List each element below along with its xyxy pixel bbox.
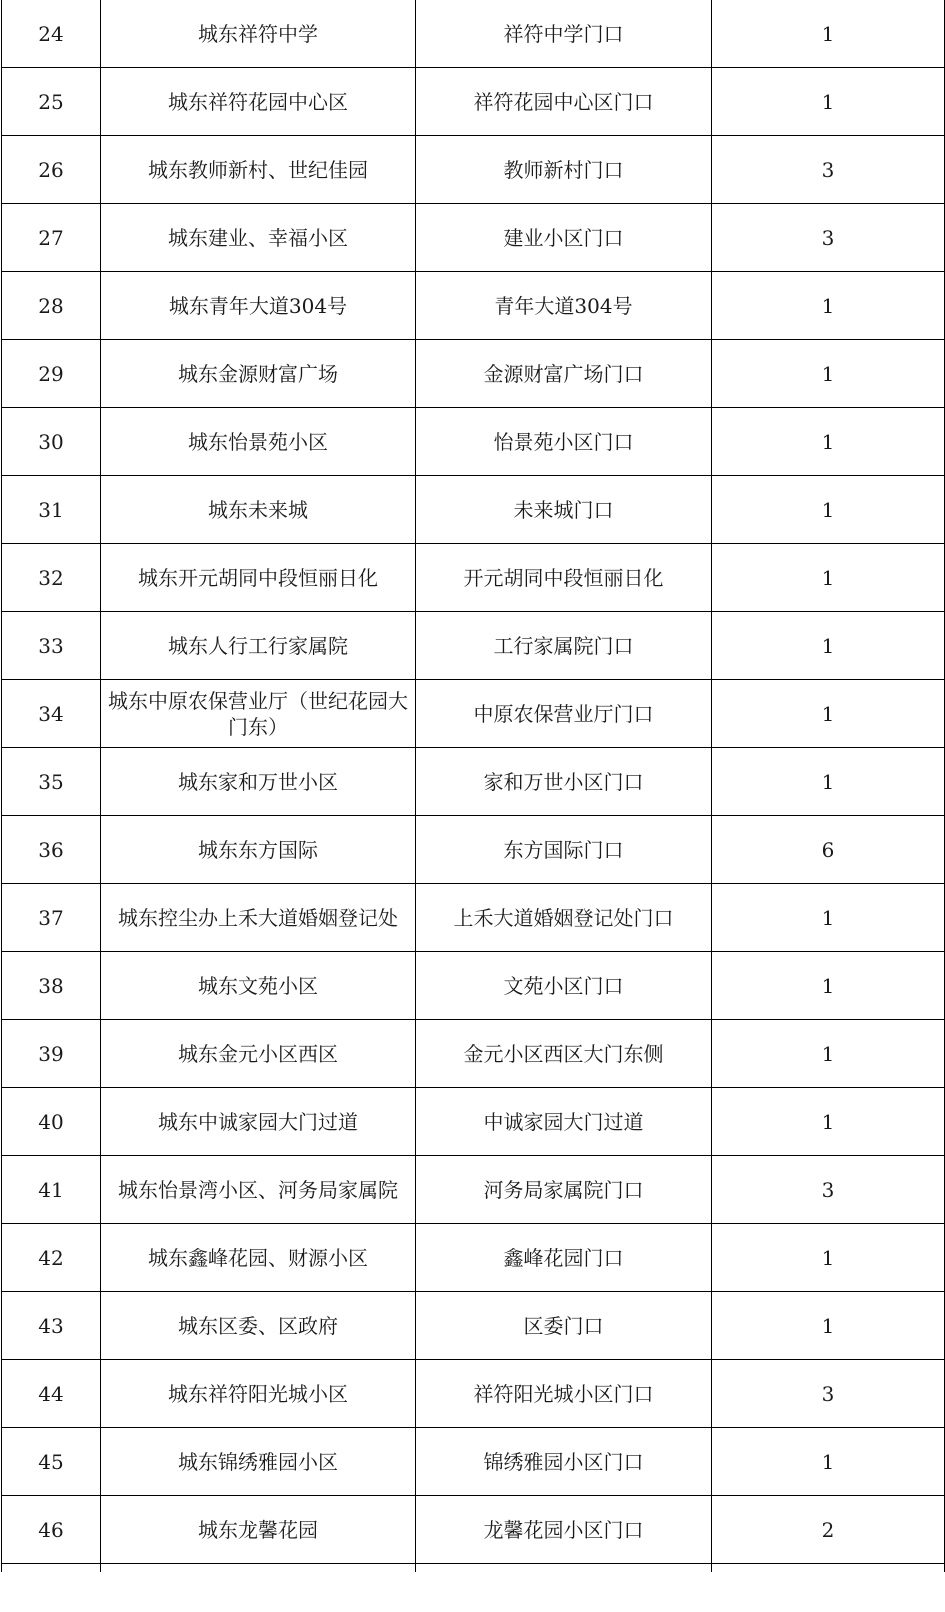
row-number-cell: 29: [2, 340, 101, 408]
quantity-cell: 1: [712, 1088, 945, 1156]
row-number-cell: 24: [2, 0, 101, 68]
quantity-cell: 1: [712, 68, 945, 136]
quantity-cell: 1: [712, 0, 945, 68]
quantity-cell: 1: [712, 884, 945, 952]
row-number-cell: 44: [2, 1360, 101, 1428]
row-number-cell: 34: [2, 680, 101, 748]
table-row: [2, 1224, 945, 1292]
place-name-cell: 城东中原农保营业厅（世纪花园大门东）: [101, 680, 416, 748]
placement-location-cell: 工行家属院门口: [416, 612, 712, 680]
table-row: [2, 204, 945, 272]
quantity-cell: 1: [712, 1292, 945, 1360]
row-number-cell: 30: [2, 408, 101, 476]
quantity-cell: 1: [712, 612, 945, 680]
table-row: [2, 1496, 945, 1564]
place-name-cell: 城东家和万世小区: [101, 748, 416, 816]
empty-cell: [712, 1564, 945, 1572]
row-number-cell: 32: [2, 544, 101, 612]
placement-location-cell: 河务局家属院门口: [416, 1156, 712, 1224]
table-row: [2, 476, 945, 544]
quantity-cell: 1: [712, 1224, 945, 1292]
placement-location-cell: 文苑小区门口: [416, 952, 712, 1020]
table-row: [2, 0, 945, 68]
quantity-cell: 1: [712, 272, 945, 340]
table-row-partial: [2, 1564, 945, 1572]
place-name-cell: 城东锦绣雅园小区: [101, 1428, 416, 1496]
empty-cell: [416, 1564, 712, 1572]
row-number-cell: 26: [2, 136, 101, 204]
quantity-cell: 1: [712, 408, 945, 476]
placement-location-cell: 金源财富广场门口: [416, 340, 712, 408]
table-row: [2, 544, 945, 612]
row-number-cell: 27: [2, 204, 101, 272]
table-row: [2, 1088, 945, 1156]
place-name-cell: 城东人行工行家属院: [101, 612, 416, 680]
place-name-cell: 城东区委、区政府: [101, 1292, 416, 1360]
quantity-cell: 3: [712, 1156, 945, 1224]
table-row: [2, 408, 945, 476]
placement-location-cell: 祥符花园中心区门口: [416, 68, 712, 136]
quantity-cell: 1: [712, 1428, 945, 1496]
place-name-cell: 城东建业、幸福小区: [101, 204, 416, 272]
empty-cell: [101, 1564, 416, 1572]
placement-location-cell: 怡景苑小区门口: [416, 408, 712, 476]
placement-location-cell: 家和万世小区门口: [416, 748, 712, 816]
placement-location-cell: 祥符中学门口: [416, 0, 712, 68]
placement-location-cell: 中原农保营业厅门口: [416, 680, 712, 748]
quantity-cell: 6: [712, 816, 945, 884]
place-name-cell: 城东东方国际: [101, 816, 416, 884]
table-row: [2, 272, 945, 340]
table-row: [2, 1020, 945, 1088]
row-number-cell: 25: [2, 68, 101, 136]
place-name-cell: 城东中诚家园大门过道: [101, 1088, 416, 1156]
row-number-cell: 37: [2, 884, 101, 952]
table-row: [2, 1428, 945, 1496]
table-row: [2, 1292, 945, 1360]
placement-location-cell: 教师新村门口: [416, 136, 712, 204]
table-row: [2, 748, 945, 816]
row-number-cell: 28: [2, 272, 101, 340]
row-number-cell: 41: [2, 1156, 101, 1224]
placement-location-cell: 中诚家园大门过道: [416, 1088, 712, 1156]
table-row: [2, 1360, 945, 1428]
table-row: [2, 816, 945, 884]
row-number-cell: 42: [2, 1224, 101, 1292]
place-name-cell: 城东未来城: [101, 476, 416, 544]
place-name-cell: 城东控尘办上禾大道婚姻登记处: [101, 884, 416, 952]
place-name-cell: 城东龙馨花园: [101, 1496, 416, 1564]
place-name-cell: 城东开元胡同中段恒丽日化: [101, 544, 416, 612]
row-number-cell: 31: [2, 476, 101, 544]
placement-location-cell: 建业小区门口: [416, 204, 712, 272]
place-name-cell: 城东怡景苑小区: [101, 408, 416, 476]
place-name-cell: 城东文苑小区: [101, 952, 416, 1020]
quantity-cell: 1: [712, 952, 945, 1020]
table-row: [2, 884, 945, 952]
quantity-cell: 1: [712, 680, 945, 748]
table-row: [2, 340, 945, 408]
row-number-cell: 33: [2, 612, 101, 680]
quantity-cell: 1: [712, 748, 945, 816]
quantity-cell: 1: [712, 544, 945, 612]
quantity-cell: 2: [712, 1496, 945, 1564]
row-number-cell: 45: [2, 1428, 101, 1496]
place-name-cell: 城东祥符阳光城小区: [101, 1360, 416, 1428]
table-row: [2, 952, 945, 1020]
place-name-cell: 城东金元小区西区: [101, 1020, 416, 1088]
quantity-cell: 3: [712, 1360, 945, 1428]
empty-cell: [2, 1564, 101, 1572]
row-number-cell: 38: [2, 952, 101, 1020]
place-name-cell: 城东教师新村、世纪佳园: [101, 136, 416, 204]
row-number-cell: 40: [2, 1088, 101, 1156]
distribution-table: [1, 0, 945, 1572]
table-row: [2, 68, 945, 136]
placement-location-cell: 青年大道304号: [416, 272, 712, 340]
table-row: [2, 612, 945, 680]
placement-location-cell: 祥符阳光城小区门口: [416, 1360, 712, 1428]
row-number-cell: 39: [2, 1020, 101, 1088]
table-body: [2, 0, 945, 1572]
row-number-cell: 35: [2, 748, 101, 816]
table-row: [2, 1156, 945, 1224]
table-row: [2, 680, 945, 748]
place-name-cell: 城东青年大道304号: [101, 272, 416, 340]
placement-location-cell: 上禾大道婚姻登记处门口: [416, 884, 712, 952]
place-name-cell: 城东祥符中学: [101, 0, 416, 68]
place-name-cell: 城东金源财富广场: [101, 340, 416, 408]
placement-location-cell: 区委门口: [416, 1292, 712, 1360]
quantity-cell: 3: [712, 204, 945, 272]
quantity-cell: 1: [712, 476, 945, 544]
placement-location-cell: 未来城门口: [416, 476, 712, 544]
quantity-cell: 3: [712, 136, 945, 204]
table-row: [2, 136, 945, 204]
row-number-cell: 46: [2, 1496, 101, 1564]
placement-location-cell: 锦绣雅园小区门口: [416, 1428, 712, 1496]
placement-location-cell: 东方国际门口: [416, 816, 712, 884]
quantity-cell: 1: [712, 340, 945, 408]
row-number-cell: 43: [2, 1292, 101, 1360]
place-name-cell: 城东鑫峰花园、财源小区: [101, 1224, 416, 1292]
placement-location-cell: 金元小区西区大门东侧: [416, 1020, 712, 1088]
place-name-cell: 城东祥符花园中心区: [101, 68, 416, 136]
placement-location-cell: 鑫峰花园门口: [416, 1224, 712, 1292]
row-number-cell: 36: [2, 816, 101, 884]
placement-location-cell: 龙馨花园小区门口: [416, 1496, 712, 1564]
place-name-cell: 城东怡景湾小区、河务局家属院: [101, 1156, 416, 1224]
placement-location-cell: 开元胡同中段恒丽日化: [416, 544, 712, 612]
quantity-cell: 1: [712, 1020, 945, 1088]
